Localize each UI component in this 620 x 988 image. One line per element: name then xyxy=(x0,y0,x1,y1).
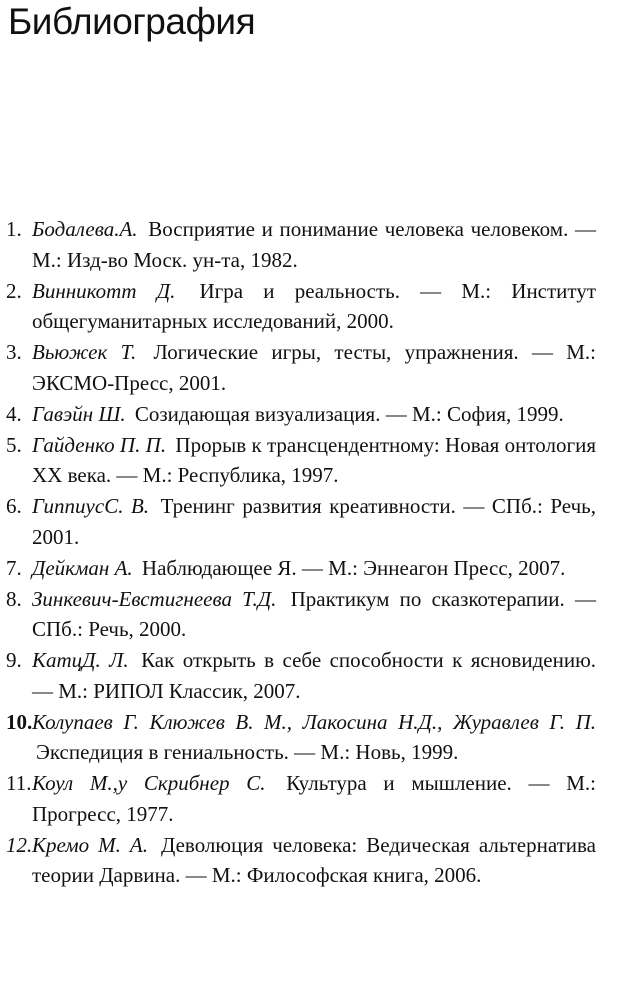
entry-author: Дейкман А. xyxy=(32,555,133,580)
bibliography-entry xyxy=(6,768,596,829)
entry-text: Восприятие и понимание человека человеком. — М.: Изд-во Моск. ун-та, 1982. xyxy=(32,217,597,272)
bibliography-entry xyxy=(6,430,596,491)
entry-author: Колупаев Г. Клюжев В. М., Лакосина Н.Д., Журавлев Г. П. xyxy=(32,709,596,734)
entry-number: 7. xyxy=(6,555,22,580)
entry-author: Вьюжек Т. xyxy=(32,340,137,364)
entry-author: КатцД. Л. xyxy=(32,648,129,672)
entry-text: Деволюция человека: Ведическая альтернатива теории Дарвина. — М.: Философская книга, 2006. xyxy=(32,832,596,887)
entry-text: Культура и мышление. — М.: Прогресс, 1977. xyxy=(32,771,596,826)
entry-text: Игра и реальность. — М.: Институт общегуманитарных исследований, 2000. xyxy=(32,278,596,333)
entry-text: Экспедиция в гениальность. — М.: Новь, 1999. xyxy=(36,740,459,764)
entry-author: Зинкевич-Евстигнеева Т.Д. xyxy=(32,586,277,611)
entry-text: Тренинг развития креативности. — СПб.: Речь, 2001. xyxy=(32,494,596,549)
bibliography-entry xyxy=(6,214,596,275)
entry-number: 11. xyxy=(6,771,32,795)
entry-text: Логические игры, тесты, упражнения. — М.: ЭКСМО-Пресс, 2001. xyxy=(32,340,597,395)
entry-number: 4. xyxy=(6,401,22,426)
bibliography-entry xyxy=(6,830,596,891)
bibliography-list xyxy=(6,214,596,891)
entry-number: 9. xyxy=(6,648,22,672)
entry-number: 2. xyxy=(6,278,22,303)
entry-number: 10. xyxy=(6,709,33,734)
entry-author: Гайденко П. П. xyxy=(32,432,167,457)
entry-text: Как открыть в себе способности к ясновидению. — М.: РИПОЛ Классик, 2007. xyxy=(32,648,597,703)
entry-number: 12. xyxy=(6,832,33,857)
entry-author: Бодалева.А. xyxy=(32,217,138,241)
entry-author: Винникотт Д. xyxy=(32,278,176,303)
bibliography-entry xyxy=(6,491,596,552)
bibliography-entry xyxy=(6,276,596,337)
entry-number: 8. xyxy=(6,586,22,611)
entry-text: Созидающая визуализация. — М.: София, 1999. xyxy=(134,401,564,426)
entry-number: 3. xyxy=(6,340,22,364)
entry-author: ГиппиусС. В. xyxy=(32,494,150,518)
bibliography-entry xyxy=(6,707,596,768)
entry-text: Прорыв к трансцендентному: Новая онтология XX века. — М.: Республика, 1997. xyxy=(32,432,597,487)
bibliography-entry xyxy=(6,584,596,645)
entry-number: 6. xyxy=(6,494,22,518)
bibliography-entry xyxy=(6,399,596,430)
entry-author: Коул М.,у Скрибнер С. xyxy=(32,771,266,795)
entry-text: Практикум по сказкотерапии. — СПб.: Речь, 2000. xyxy=(32,586,596,641)
bibliography-entry xyxy=(6,337,596,398)
entry-author: Кремо М. А. xyxy=(32,832,148,857)
entry-text: Наблюдающее Я. — М.: Эннеагон Пресс, 2007. xyxy=(141,555,566,580)
entry-number: 5. xyxy=(6,432,22,457)
entry-author: Гавэйн Ш. xyxy=(32,401,126,426)
bibliography-entry xyxy=(6,553,596,584)
page-title: Библиография xyxy=(8,1,256,42)
bibliography-entry xyxy=(6,645,596,706)
entry-number: 1. xyxy=(6,217,22,241)
